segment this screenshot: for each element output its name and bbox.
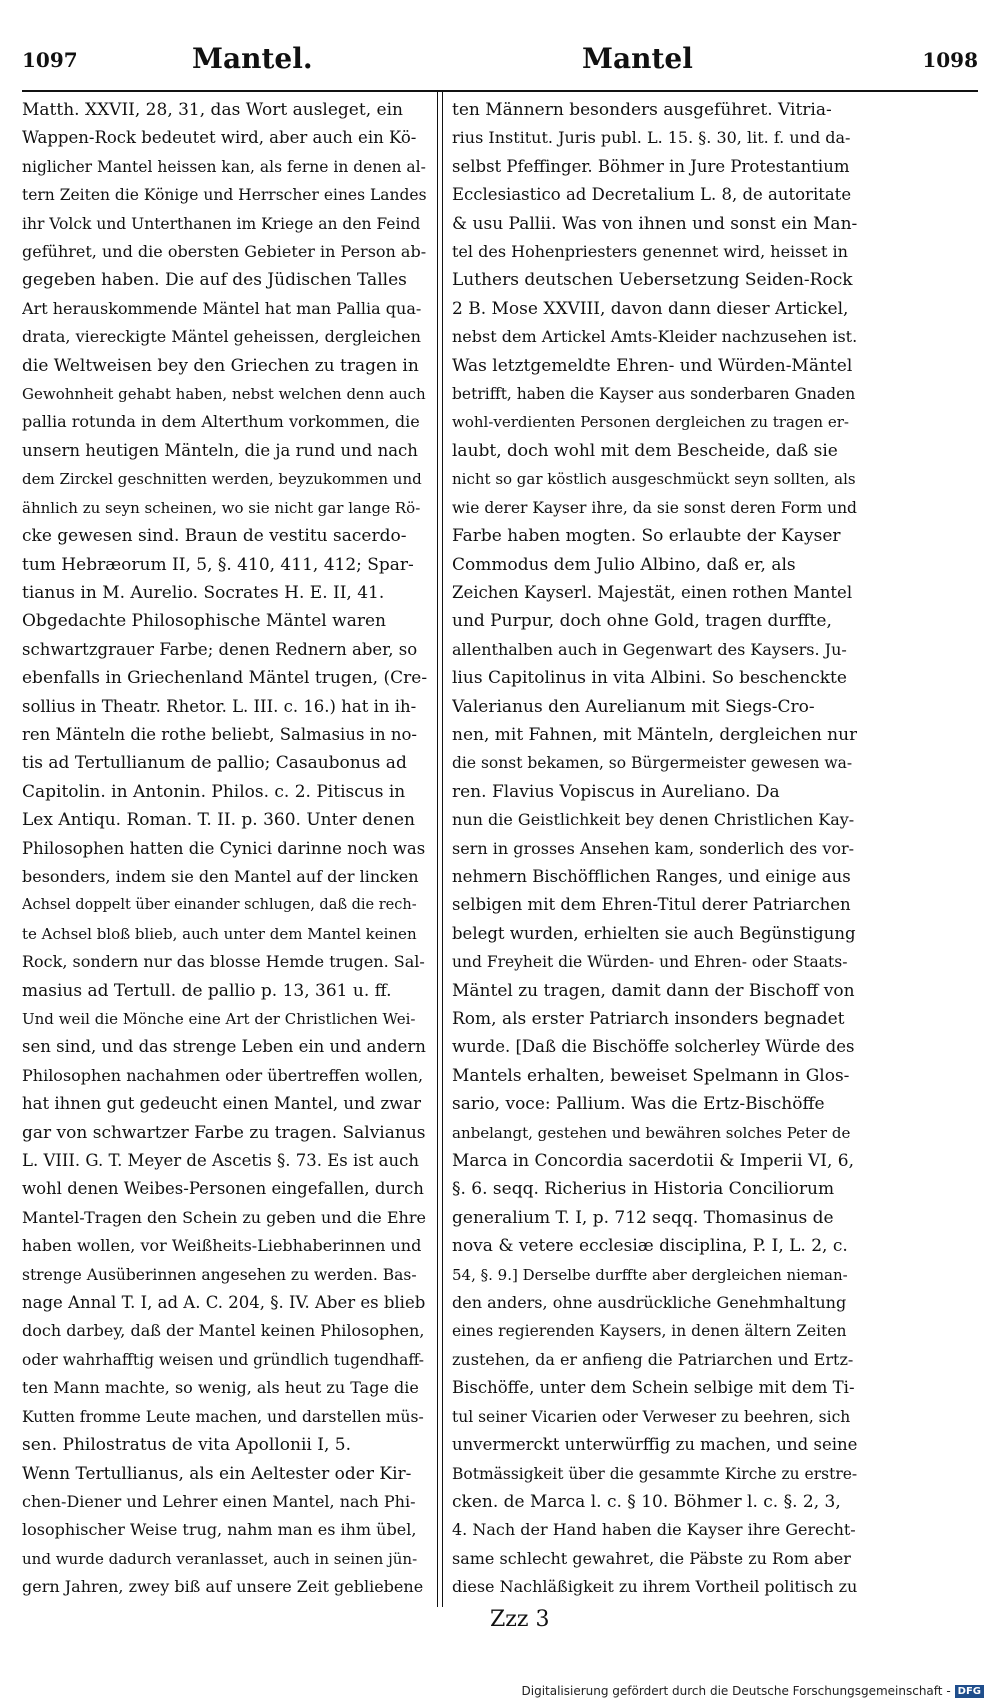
text-line: nage Annal T. I, ad A. C. 204, §. IV. Aber es blieb — [22, 1293, 426, 1313]
text-line: 54, §. 9.] Derselbe durffte aber dergleichen nieman- — [452, 1265, 848, 1284]
text-line: Wappen-Rock bedeutet wird, aber auch ein Kö- — [22, 128, 417, 148]
text-line: tel des Hohenpriesters genennet wird, heisset in — [452, 242, 848, 262]
column-divider — [437, 92, 443, 1607]
text-line: lius Capitolinus in vita Albini. So beschenckte — [452, 668, 847, 689]
text-line: Und weil die Mönche eine Art der Christlichen Wei- — [22, 1010, 416, 1028]
text-line: allenthalben auch in Gegenwart des Kaysers. Ju- — [452, 639, 847, 659]
text-line: Zeichen Kayserl. Majestät, einen rothen Mantel — [452, 582, 853, 602]
text-line: losophischer Weise trug, nahm man es ihm übel, — [22, 1520, 417, 1540]
text-line: wie derer Kayser ihre, da sie sonst deren Form und — [452, 498, 857, 517]
running-title-right: Mantel — [582, 42, 693, 75]
running-title-left: Mantel. — [192, 42, 313, 75]
text-line: diese Nachläßigkeit zu ihrem Vortheil politisch zu — [452, 1577, 857, 1597]
text-line: sollius in Theatr. Rhetor. L. III. c. 16.) hat in ih- — [22, 696, 417, 716]
text-line: strenge Ausüberinnen angesehen zu werden. Bas- — [22, 1265, 417, 1284]
text-line: Wenn Tertullianus, als ein Aeltester oder Kir- — [22, 1463, 412, 1484]
text-line: und wurde dadurch veranlasset, auch in seinen jün- — [22, 1549, 418, 1568]
page-header — [22, 34, 978, 90]
text-line: die Weltweisen bey den Griechen zu tragen in — [22, 355, 419, 376]
text-line: Botmässigkeit über die gesammte Kirche zu erstre- — [452, 1464, 857, 1483]
text-line: ihr Volck und Unterthanen im Kriege an den Feind — [22, 214, 421, 233]
text-line: tis ad Tertullianum de pallio; Casaubonus ad — [22, 753, 407, 774]
text-line: ren Mänteln die rothe beliebt, Salmasius in no- — [22, 724, 417, 744]
text-line: gegeben haben. Die auf des Jüdischen Talles — [22, 270, 407, 291]
text-line: doch darbey, daß der Mantel keinen Philosophen, — [22, 1321, 425, 1341]
text-line: Bischöffe, unter dem Schein selbige mit dem Ti- — [452, 1378, 855, 1398]
text-line: masius ad Tertull. de pallio p. 13, 361 u. ff. — [22, 980, 392, 1001]
text-line: sario, voce: Pallium. Was die Ertz-Bischöffe — [452, 1094, 825, 1115]
text-line: wohl-verdienten Personen dergleichen zu tragen er- — [452, 413, 849, 432]
text-line: tul seiner Vicarien oder Verweser zu beehren, sich — [452, 1407, 851, 1426]
text-line: Capitolin. in Antonin. Philos. c. 2. Pitiscus in — [22, 781, 406, 802]
text-line: eines regierenden Kaysers, in denen ältern Zeiten — [452, 1322, 847, 1341]
text-line: wohl denen Weibes-Personen eingefallen, durch — [22, 1179, 424, 1199]
digitization-credit — [522, 1684, 985, 1698]
text-line: generalium T. I, p. 712 seqq. Thomasinus de — [452, 1207, 834, 1228]
text-line: tianus in M. Aurelio. Socrates H. E. II, 41. — [22, 582, 385, 603]
text-line: Matth. XXVII, 28, 31, das Wort ausleget, ein — [22, 100, 403, 120]
text-line: & usu Pallii. Was von ihnen und sonst ein Man- — [452, 213, 857, 234]
text-line: nen, mit Fahnen, mit Mänteln, dergleichen nur — [452, 724, 857, 745]
text-line: nehmern Bischöfflichen Ranges, und einige aus — [452, 866, 851, 886]
text-line: nicht so gar köstlich ausgeschmückt seyn sollten, als — [452, 470, 856, 489]
text-line: besonders, indem sie den Mantel auf der lincken — [22, 866, 419, 886]
text-line: Mantels erhalten, beweiset Spelmann in Glos- — [452, 1065, 850, 1086]
text-line: Obgedachte Philosophische Mäntel waren — [22, 611, 386, 632]
text-line: te Achsel bloß blieb, auch unter dem Mantel keinen — [22, 924, 417, 943]
text-line: Ecclesiastico ad Decretalium L. 8, de autoritate — [452, 185, 852, 205]
text-line: gern Jahren, zwey biß auf unsere Zeit gebliebene — [22, 1577, 424, 1597]
text-line: hat ihnen gut gedeucht einen Mantel, und zwar — [22, 1094, 422, 1114]
text-line: oder wahrhafftig weisen und gründlich tugendhaff- — [22, 1350, 425, 1369]
text-line: dem Zirckel geschnitten werden, beyzukommen und — [22, 470, 422, 489]
text-line: ren. Flavius Vopiscus in Aureliano. Da — [452, 781, 780, 802]
text-line: §. 6. seqq. Richerius in Historia Conciliorum — [452, 1179, 835, 1200]
text-line: 4. Nach der Hand haben die Kayser ihre Gerecht- — [452, 1520, 856, 1540]
text-line: laubt, doch wohl mit dem Bescheide, daß sie — [452, 440, 838, 461]
text-line: ten Mann machte, so wenig, als heut zu Tage die — [22, 1378, 419, 1398]
text-line: cken. de Marca l. c. § 10. Böhmer l. c. §. 2, 3, — [452, 1491, 841, 1512]
text-line: Mantel-Tragen den Schein zu geben und die Ehre — [22, 1207, 426, 1227]
text-line: Farbe haben mogten. So erlaubte der Kayser — [452, 526, 841, 547]
text-line: unsern heutigen Mänteln, die ja rund und nach — [22, 440, 418, 460]
text-line — [22, 1602, 427, 1606]
text-line: Philosophen nachahmen oder übertreffen wollen, — [22, 1065, 424, 1085]
text-line: Marca in Concordia sacerdotii & Imperii VI, 6, — [452, 1151, 854, 1172]
text-line: same schlecht gewahret, die Päbste zu Rom aber — [452, 1548, 851, 1568]
text-line: Luthers deutschen Uebersetzung Seiden-Rock — [452, 270, 853, 291]
text-line: ten Männern besonders ausgeführet. Vitria- — [452, 100, 832, 120]
text-line: geführet, und die obersten Gebieter in Person ab- — [22, 242, 427, 262]
page-number-left: 1097 — [22, 48, 78, 72]
text-line: Gewohnheit gehabt haben, nebst welchen denn auch — [22, 385, 426, 404]
credit-text: Digitalisierung gefördert durch die Deutsche Forschungsgemeinschaft - — [521, 1684, 951, 1698]
text-line: und Freyheit die Würden- und Ehren- oder Staats- — [452, 953, 848, 972]
text-line: betrifft, haben die Kayser aus sonderbaren Gnaden — [452, 385, 856, 404]
text-line: Mäntel zu tragen, damit dann der Bischoff von — [452, 980, 855, 1001]
text-line: unvermerckt unterwürffig zu machen, und seine — [452, 1435, 857, 1455]
text-line: tum Hebræorum II, 5, §. 410, 411, 412; Spar- — [22, 554, 414, 575]
dfg-logo: DFG — [955, 1685, 984, 1698]
text-line: den anders, ohne ausdrückliche Genehmhaltung — [452, 1293, 847, 1313]
text-line: tern Zeiten die Könige und Herrscher eines Landes — [22, 186, 427, 205]
text-line: drata, viereckigte Mäntel geheissen, dergleichen — [22, 327, 421, 347]
text-line: Was letztgemeldte Ehren- und Würden-Mäntel — [452, 355, 853, 376]
header-rule — [22, 90, 978, 92]
text-line: Kutten fromme Leute machen, und darstellen müs- — [22, 1407, 424, 1426]
text-line: ebenfalls in Griechenland Mäntel trugen, (Cre- — [22, 668, 427, 689]
left-column — [22, 96, 427, 1606]
text-line: ähnlich zu seyn scheinen, wo sie nicht gar lange Rö- — [22, 498, 421, 517]
text-line: selbst Pfeffinger. Böhmer in Jure Protestantium — [452, 156, 850, 176]
text-line: sen sind, und das strenge Leben ein und andern — [22, 1037, 426, 1057]
text-line: niglicher Mantel heissen kan, als ferne in denen al- — [22, 157, 426, 176]
text-line: und Purpur, doch ohne Gold, tragen durffte, — [452, 611, 832, 632]
text-line: Rock, sondern nur das blosse Hemde trugen. Sal- — [22, 952, 425, 972]
text-line: haben wollen, vor Weißheits-Liebhaberinnen und — [22, 1236, 422, 1256]
text-line: die sonst bekamen, so Bürgermeister gewesen wa- — [452, 754, 853, 773]
page-number-right: 1098 — [922, 48, 978, 72]
text-line: schwartzgrauer Farbe; denen Rednern aber, so — [22, 639, 418, 659]
text-line: Rom, als erster Patriarch insonders begnadet — [452, 1009, 845, 1029]
text-line: chen-Diener und Lehrer einen Mantel, nach Phi- — [22, 1491, 416, 1511]
text-line: Lex Antiqu. Roman. T. II. p. 360. Unter denen — [22, 810, 415, 831]
text-line: 2 B. Mose XXVIII, davon dann dieser Artickel, — [452, 298, 849, 319]
text-line: L. VIII. G. T. Meyer de Ascetis §. 73. Es ist auch — [22, 1151, 419, 1171]
text-line: cke gewesen sind. Braun de vestitu sacerdo- — [22, 526, 407, 547]
text-line: Commodus dem Julio Albino, daß er, als — [452, 554, 796, 575]
text-line: gar von schwartzer Farbe zu tragen. Salvianus — [22, 1122, 426, 1143]
text-line: rius Institut. Juris publ. L. 15. §. 30, lit. f. und da- — [452, 128, 851, 148]
text-line: selbigen mit dem Ehren-Titul derer Patriarchen — [452, 895, 851, 915]
text-line: wurde. [Daß die Bischöffe solcherley Würde des — [452, 1037, 855, 1057]
text-line: sen. Philostratus de vita Apollonii I, 5. — [22, 1435, 351, 1456]
text-line — [452, 1602, 857, 1606]
text-line: pallia rotunda in dem Alterthum vorkommen, die — [22, 412, 420, 432]
text-line: nun die Geistlichkeit bey denen Christlichen Kay- — [452, 810, 855, 830]
text-line: Philosophen hatten die Cynici darinne noch was — [22, 838, 426, 858]
text-line: zustehen, da er anfieng die Patriarchen und Ertz- — [452, 1349, 854, 1369]
text-line: belegt wurden, erhielten sie auch Begünstigung — [452, 923, 856, 943]
right-column — [452, 96, 857, 1606]
text-line: Art herauskommende Mäntel hat man Pallia qua- — [22, 298, 422, 318]
text-line: nebst dem Artickel Amts-Kleider nachzusehen ist. — [452, 327, 857, 347]
text-line: nova & vetere ecclesiæ disciplina, P. I, L. 2, c. — [452, 1236, 848, 1257]
text-line: sern in grosses Ansehen kam, sonderlich des vor- — [452, 838, 855, 858]
text-line: Achsel doppelt über einander schlugen, daß die rech- — [22, 897, 417, 914]
text-line: Valerianus den Aurelianum mit Siegs-Cro- — [452, 696, 815, 717]
text-line: anbelangt, gestehen und bewähren solches Peter de — [452, 1123, 851, 1142]
signature-mark: Zzz 3 — [490, 1607, 550, 1632]
